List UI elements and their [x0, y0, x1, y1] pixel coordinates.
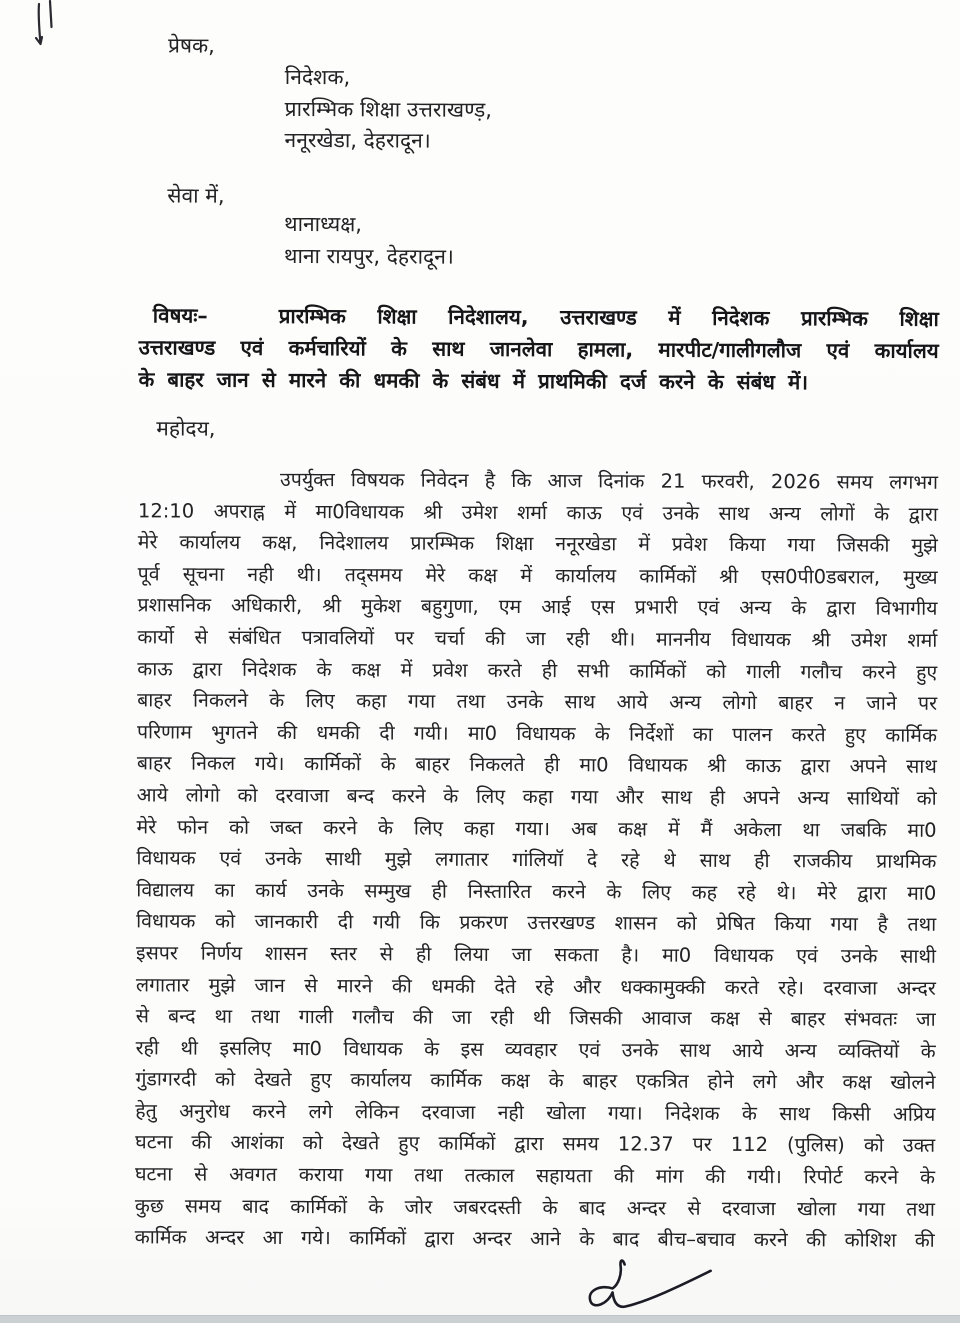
salutation: महोदय,	[156, 416, 216, 441]
sender-address-line: प्रारम्भिक शिक्षा उत्तराखण्ड़,	[284, 96, 493, 122]
body-line: विद्यालय का कार्य उनके सम्मुख ही निस्तारित करने के लिए कह रहे थे। मेरे द्वारा मा0	[136, 878, 937, 905]
subject-label: विषयः–	[152, 303, 208, 328]
sender-address-line: निदेशक,	[284, 64, 351, 90]
recipient-address-line: थानाध्यक्ष,	[284, 211, 363, 237]
sender-address-line: ननूरखेडा, देहरादून।	[284, 127, 431, 153]
body-line: लगातार मुझे जान से मारने की धमकी देते रहे और धक्कामुक्की करते रहे। दरवाजा अन्दर	[135, 972, 936, 1000]
body-line: आये लोगो को दरवाजा बन्द करने के लिए कहा गया और साथ ही अपने अन्य साथियों को	[136, 783, 937, 810]
body-line: विधायक एवं उनके साथी मुझे लगातार गांलियॉ दे रहे थे साथ ही राजकीय प्राथमिक	[136, 846, 937, 873]
body-line: इसपर निर्णय शासन स्तर से ही लिया जा सकता है। मा0 विधायक एवं उनके साथी	[135, 941, 937, 968]
recipient-address-block	[284, 209, 454, 273]
body-line: काऊ द्वारा निदेशक के कक्ष में प्रवेश करते ही सभी कार्मिकों को गाली गलौच करने हुए	[137, 656, 938, 684]
subject-line-3: के बाहर जान से मारने की धमकी के संबंध में प्राथमिकी दर्ज करने के संबंध में।	[138, 367, 809, 395]
body-line: 12:10 अपराह्न में मा0विधायक श्री उमेश शर्मा काऊ एवं उनके साथ अन्य लोगों के द्वारा	[137, 498, 938, 526]
body-line: बाहर निकलने के लिए कहा गया तथा उनके साथ आये अन्य लोगो बाहर न जाने पर	[137, 688, 938, 715]
body-line: घटना की आशंका को देखते हुए कार्मिकों द्वारा समय 12.37 पर 112 (पुलिस) को उक्त	[135, 1130, 936, 1158]
body-line: मेरे कार्यालय कक्ष, निदेशालय प्रारम्भिक शिक्षा ननूरखेडा में प्रवेश किया गया जिसकी मुझे	[137, 530, 938, 558]
body-line: कार्यो से संबंधित पत्रावलियों पर चर्चा की जा रही थी। माननीय विधायक श्री उमेश शर्मा	[137, 625, 938, 652]
scan-edge	[0, 1315, 960, 1323]
body-line: बाहर निकल गये। कार्मिकों के बाहर निकलते ही मा0 विधायक श्री काऊ द्वारा अपने साथ	[136, 751, 937, 779]
recipient-label: सेवा में,	[167, 183, 225, 208]
body-line: कुछ समय बाद कार्मिकों के जोर जबरदस्ती के बाद अन्दर से दरवाजा खोला गया तथा	[134, 1193, 935, 1221]
sender-label: प्रेषक,	[167, 33, 215, 58]
body-line: रही थी इसलिए मा0 विधायक के इस व्यवहार एवं उनके साथ आये अन्य व्यक्तियों के	[135, 1036, 936, 1063]
body-line: कार्मिक अन्दर आ गये। कार्मिकों द्वारा अन्दर आने के बाद बीच–बचाव करने की कोशिश की	[134, 1225, 935, 1253]
body-line: पूर्व सूचना नही थी। तद्समय मेरे कक्ष में कार्यालय कार्मिकों श्री एस0पी0डबराल, मुख्य	[137, 562, 938, 589]
subject-block	[138, 299, 938, 398]
body-line: से बन्द था तथा गाली गलौच की जा रही थी जिसकी आवाज कक्ष से बाहर संभवतः जा	[135, 1004, 936, 1031]
body-line: गुंडागरदी को देखते हुए कार्यालय कार्मिक कक्ष के बाहर एकत्रित होने लगे और कक्ष खोलने	[135, 1067, 936, 1095]
subject-line-2: उत्तराखण्ड एवं कर्मचारियों के साथ जानलेवा हामला, मारपीट/गालीगलौज एवं कार्यालय	[138, 335, 939, 363]
body-line: हेतु अनुरोध करने लगे लेकिन दरवाजा नही खोला गया। निदेशक के साथ किसी अप्रिय	[135, 1099, 936, 1126]
recipient-address-line: थाना रायपुर, देहरादून।	[284, 243, 454, 269]
body-line: मेरे फोन को जब्त करने के लिए कहा गया। अब कक्ष में मैं अकेला था जबकि मा0	[136, 814, 937, 842]
body-line: परिणाम भुगतने की धमकी दी गयी। मा0 विधायक के निर्देशों का पालन करते हुए कार्मिक	[136, 720, 938, 747]
subject-line-1: प्रारम्भिक शिक्षा निदेशालय, उत्तराखण्ड में निदेशक प्रारम्भिक शिक्षा	[278, 303, 939, 331]
body-line: प्रशासनिक अधिकारी, श्री मुकेश बहुगुणा, एम आई एस प्रभारी एवं अन्य के द्वारा विभागीय	[137, 593, 938, 621]
subject-first-row	[139, 299, 939, 334]
letter-body	[135, 463, 938, 1256]
body-line: घटना से अवगत कराया गया तथा तत्काल सहायता की मांग की गयी। रिपोर्ट करने के	[135, 1162, 936, 1189]
body-line: उपर्युक्त विषयक निवेदन है कि आज दिनांक 21 फरवरी, 2026 समय लगभग	[280, 467, 939, 494]
signature-scribble	[562, 1254, 722, 1317]
sender-address-block	[284, 62, 492, 157]
body-line: विधायक को जानकारी दी गयी कि प्रकरण उत्तरखण्ड शासन को प्रेषित किया गया है तथा	[136, 909, 937, 937]
